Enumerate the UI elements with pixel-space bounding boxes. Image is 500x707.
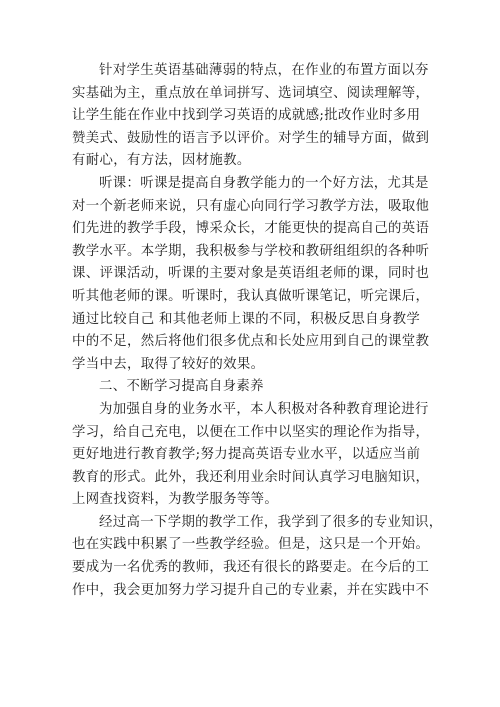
text-line: 实基础为主，重点放在单词拼写、选词填空、阅读理解等， (72, 85, 430, 101)
text-line: 听课：听课是提高自身教学能力的一个好方法，尤其是 (99, 175, 429, 191)
text-line: 针对学生英语基础薄弱的特点，在作业的布置方面以夯 (99, 63, 429, 78)
text-line: 学当中去，取得了较好的效果。 (72, 356, 265, 372)
text-line: 赞美式、鼓励性的语言予以评价。对学生的辅导方面，做到 (72, 130, 430, 146)
text-line: 学习，给自己充电，以便在工作中以坚实的理论作为指导， (72, 424, 430, 440)
text-line: 教育的形式。此外，我还利用业余时间认真学习电脑知识， (72, 469, 430, 485)
text-line: 中的不足，然后将他们很多优点和长处应用到自己的课堂教 (72, 334, 430, 350)
text-line: 听其他老师的课。听课时，我认真做听课笔记，听完课后， (72, 288, 430, 304)
text-line: 二、不断学习提高自身素养 (99, 379, 264, 395)
text-line: 要成为一名优秀的教师，我还有很长的路要走。在今后的工 (72, 560, 430, 576)
text-line: 更好地进行教育教学;努力提高英语专业水平，以适应当前 (72, 447, 421, 463)
text-line: 经过高一下学期的教学工作，我学到了很多的专业知识， (99, 514, 443, 530)
text-line: 对一个新老师来说，只有虚心向同行学习教学方法，吸取他 (72, 198, 430, 214)
text-line: 也在实践中积累了一些教学经验。但是，这只是一个开始。 (72, 537, 430, 553)
text-line: 作中，我会更加努力学习提升自己的专业素，并在实践中不 (72, 582, 430, 598)
text-line: 上网查找资料，为教学服务等等。 (72, 492, 279, 508)
text-line: 为加强自身的业务水平，本人积极对各种教育理论进行 (99, 401, 429, 417)
text-line: 教学水平。本学期，我积极参与学校和教研组组织的各种听 (72, 243, 430, 259)
text-line: 课、评课活动，听课的主要对象是英语组老师的课，同时也 (72, 266, 430, 282)
document-body (72, 60, 443, 602)
text-line: 通过比较自己 和其他老师上课的不同，积极反思自身教学 (72, 311, 421, 327)
text-line: 有耐心，有方法，因材施教。 (72, 153, 251, 169)
text-line: 们先进的教学手段，博采众长，才能更快的提高自己的英语 (72, 221, 430, 237)
text-line: 让学生能在作业中找到学习英语的成就感;批改作业时多用 (72, 108, 421, 124)
